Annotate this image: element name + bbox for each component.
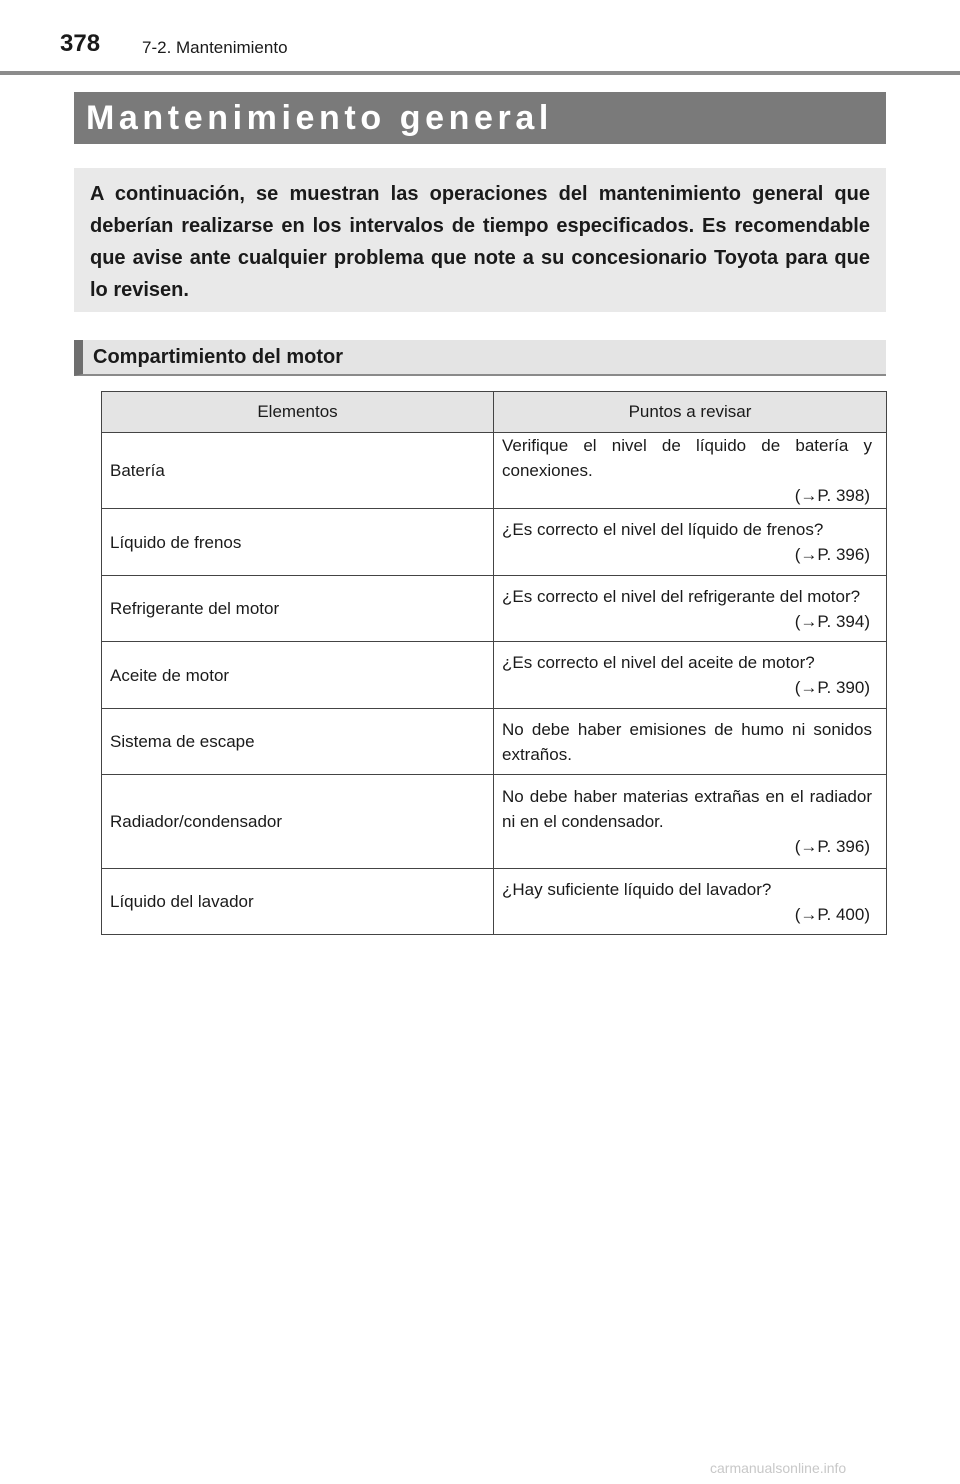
maintenance-table — [101, 391, 887, 935]
row-item: Radiador/condensador — [102, 775, 494, 869]
page-number: 378 — [60, 30, 101, 57]
row-check-text: No debe haber materias extrañas en el radiador ni en el condensador. — [502, 787, 872, 831]
table-row — [102, 869, 887, 935]
table-row — [102, 433, 887, 509]
subsection-title: Compartimiento del motor — [93, 345, 344, 368]
table-header-row — [102, 392, 887, 433]
row-item: Sistema de escape — [102, 709, 494, 775]
row-check — [494, 709, 887, 775]
row-check — [494, 433, 887, 509]
column-header-elementos: Elementos — [102, 392, 494, 433]
page-reference: (→P. 400) — [794, 904, 870, 924]
row-check — [494, 869, 887, 935]
title-banner — [74, 92, 886, 144]
row-check — [494, 509, 887, 576]
page-reference: (→P. 396) — [794, 545, 870, 564]
row-item: Batería — [102, 433, 494, 509]
row-check — [494, 642, 887, 709]
table-row — [102, 775, 887, 869]
table-row — [102, 642, 887, 709]
page-reference: (→P. 398) — [794, 486, 870, 505]
header-divider — [0, 71, 960, 75]
watermark: carmanualsonline.info — [710, 1460, 847, 1476]
row-check-text: Verifique el nivel de líquido de batería y conexiones. — [502, 436, 872, 480]
row-check — [494, 775, 887, 869]
subsection-header — [74, 340, 886, 376]
row-item: Líquido del lavador — [102, 869, 494, 935]
row-check-text: ¿Es correcto el nivel del refrigerante del motor? — [502, 586, 861, 606]
table-row — [102, 509, 887, 576]
page-reference: (→P. 394) — [794, 611, 870, 631]
intro-text: A continuación, se muestran las operaciones del mantenimiento general que deberían realizarse en los intervalos de tiempo especificados. Es recomendable que avise ante cualquier problema que note a su concesionario Toyota para que lo revisen. — [90, 183, 870, 301]
row-check-text: ¿Es correcto el nivel del líquido de frenos? — [502, 520, 824, 539]
row-check — [494, 576, 887, 642]
section-reference: 7-2. Mantenimiento — [142, 38, 288, 57]
table-row — [102, 709, 887, 775]
row-item: Líquido de frenos — [102, 509, 494, 576]
intro-box — [74, 168, 886, 312]
column-header-puntos: Puntos a revisar — [494, 392, 887, 433]
row-check-text: ¿Hay suficiente líquido del lavador? — [502, 879, 772, 899]
page-title: Mantenimiento general — [86, 98, 553, 137]
row-check-text: ¿Es correcto el nivel del aceite de motor? — [502, 653, 815, 672]
row-item: Aceite de motor — [102, 642, 494, 709]
page-reference: (→P. 390) — [794, 678, 870, 697]
page-reference: (→P. 396) — [794, 837, 870, 856]
row-item: Refrigerante del motor — [102, 576, 494, 642]
row-check-text: No debe haber emisiones de humo ni sonidos extraños. — [502, 719, 872, 764]
table-row — [102, 576, 887, 642]
